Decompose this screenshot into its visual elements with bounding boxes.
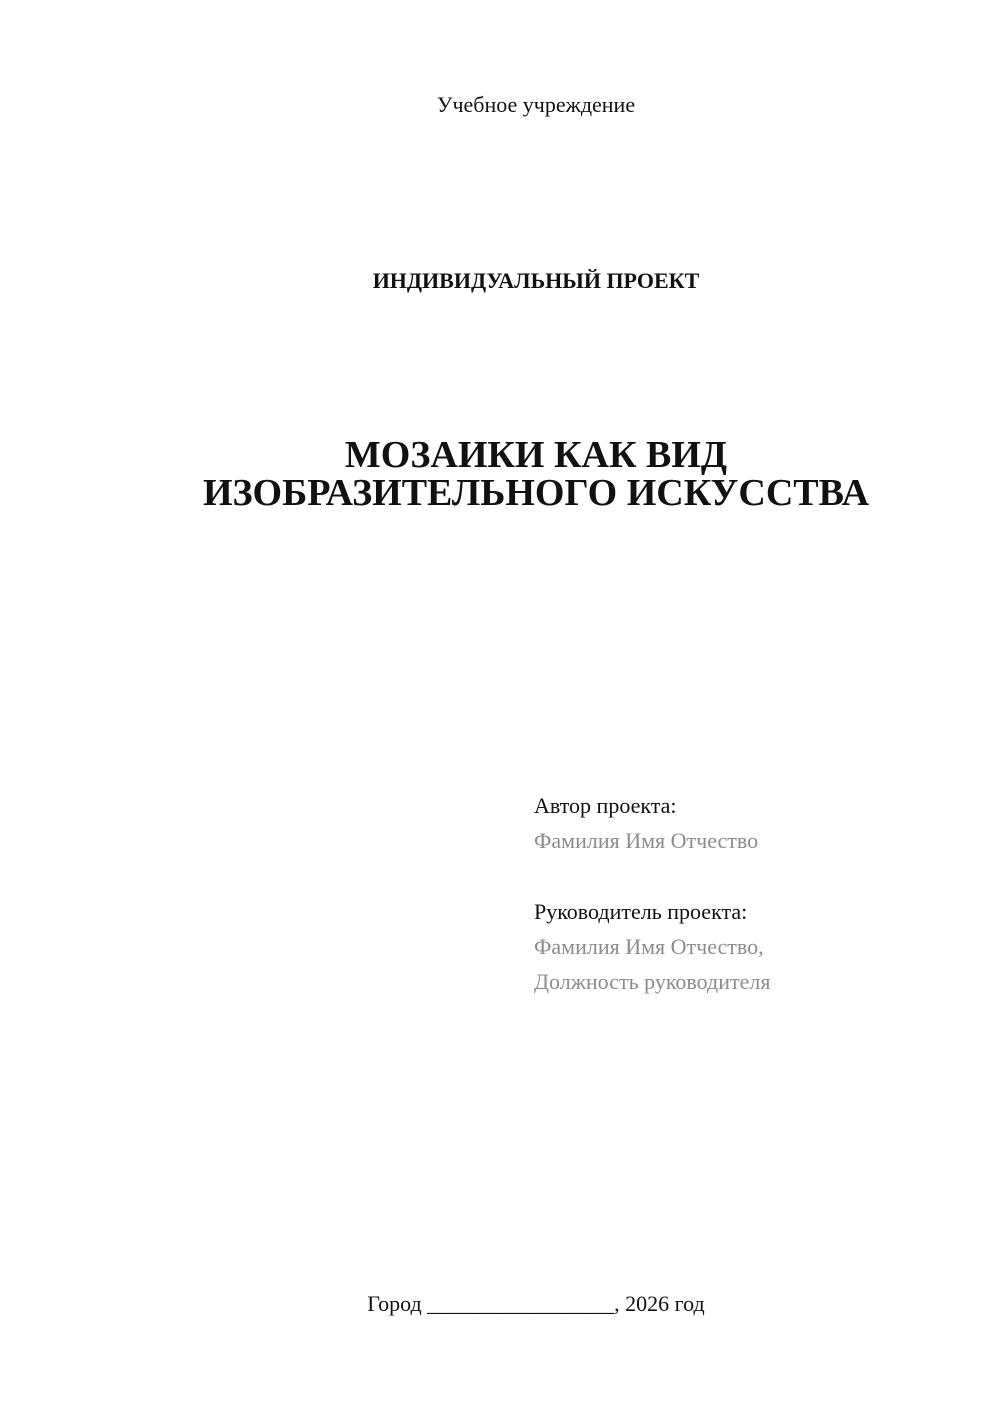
institution-name: Учебное учреждение (436, 92, 636, 117)
supervisor-position: Должность руководителя (534, 969, 771, 994)
author-name: Фамилия Имя Отчество (534, 828, 759, 853)
city-blank: _________________ (427, 1291, 615, 1316)
document-type: ИНДИВИДУАЛЬНЫЙ ПРОЕКТ (372, 268, 700, 293)
project-title-line-2: ИЗОБРАЗИТЕЛЬНОГО ИСКУССТВА (202, 472, 870, 514)
authors-block (534, 788, 964, 999)
city-year-line (0, 1290, 1000, 1318)
spacer (534, 858, 964, 894)
project-title-line-1: МОЗАИКИ КАК ВИД (344, 434, 728, 476)
supervisor-name: Фамилия Имя Отчество, (534, 934, 764, 959)
author-label: Автор проекта: (534, 793, 677, 818)
supervisor-label: Руководитель проекта: (534, 899, 748, 924)
year-text: , 2026 год (614, 1291, 705, 1316)
city-label: Город (367, 1291, 422, 1316)
project-title (0, 436, 1000, 512)
